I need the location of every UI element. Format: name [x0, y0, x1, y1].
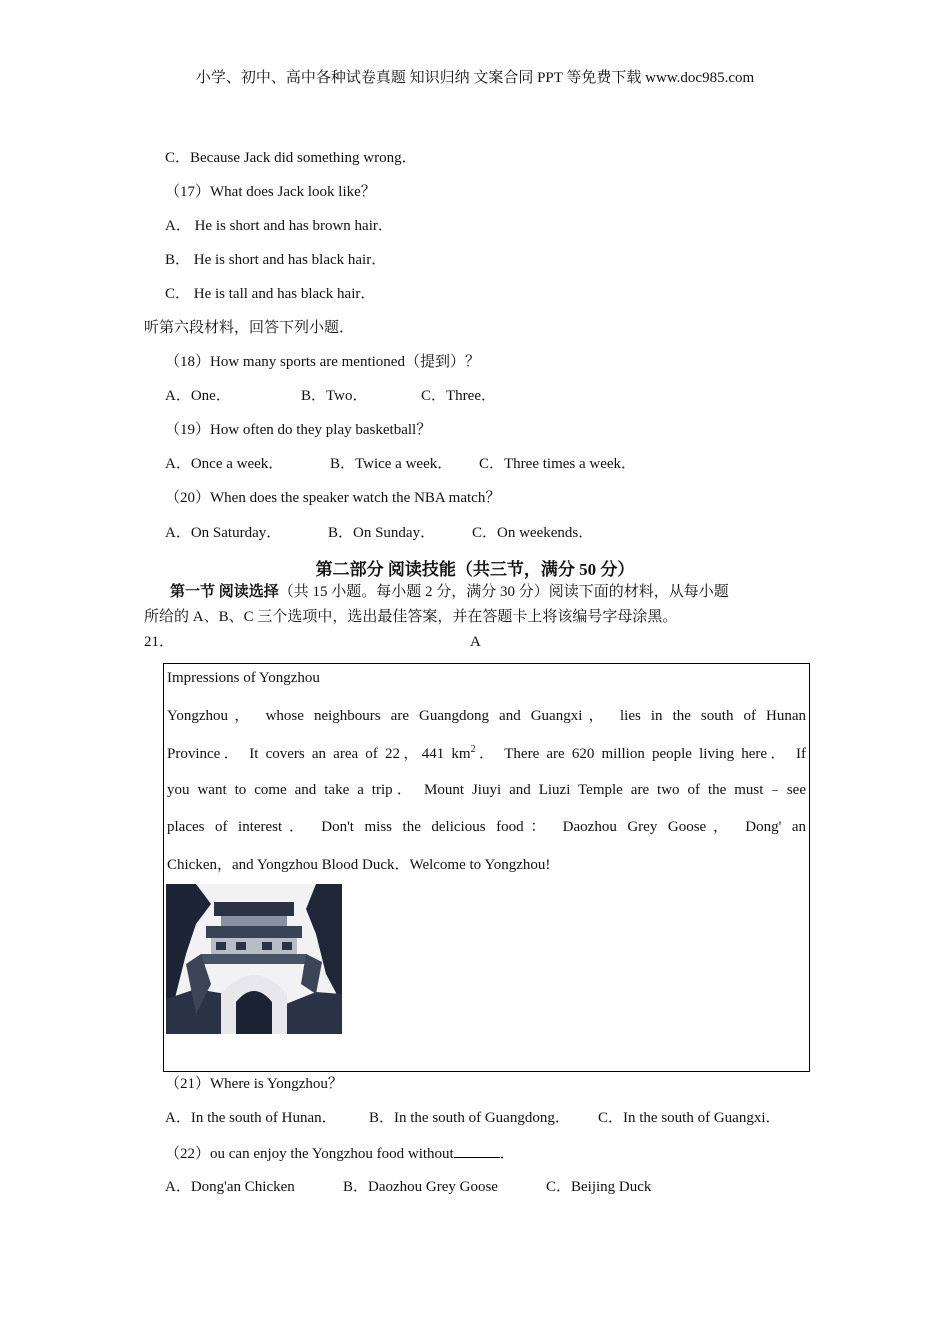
- q19-option-a: A．Once a week．: [165, 456, 284, 472]
- q20-option-c: C．On weekends．: [472, 525, 594, 541]
- q17-option-b: B． He is short and has black hair．: [165, 252, 387, 268]
- q16-option-c: C．Because Jack did something wrong．: [165, 150, 417, 166]
- passage-line-3: you want to come and take a trip． Mount Jiuyi and Liuzi Temple are two of the must﹣see: [167, 782, 806, 798]
- q18-option-a: A．One．: [165, 388, 231, 404]
- passage-line-1: Yongzhou， whose neighbours are Guangdong and Guangxi， lies in the south of Hunan: [167, 708, 806, 724]
- q18-option-c: C．Three．: [421, 388, 496, 404]
- answer-blank: [454, 1143, 500, 1158]
- passage-line-5: Chicken，and Yongzhou Blood Duck．Welcome to Yongzhou!: [167, 857, 551, 873]
- q20-option-a: A．On Saturday．: [165, 525, 282, 541]
- section-1-label: 第一节 阅读选择: [170, 584, 279, 600]
- page-header: 小学、初中、高中各种试卷真题 知识归纳 文案合同 PPT 等免费下载 www.doc985.com: [195, 70, 755, 86]
- section-1-text-1: （共 15 小题。每小题 2 分，满分 30 分）阅读下面的材料，从每小题: [278, 584, 729, 600]
- q22-stem: [165, 1143, 515, 1164]
- q17-stem: （17）What does Jack look like？: [165, 184, 376, 200]
- passage-line-4: places of interest． Don't miss the delicious food： Daozhou Grey Goose， Dong' an: [167, 819, 806, 835]
- passage-line-2: [167, 742, 806, 763]
- passage-line-2-b: ． There are 620 million people living here． If: [475, 746, 807, 762]
- q19-option-c: C．Three times a week．: [479, 456, 637, 472]
- q20-option-b: B．On Sunday．: [328, 525, 436, 541]
- q21-option-a: A．In the south of Hunan．: [165, 1110, 337, 1126]
- q21-number: 21．: [144, 634, 175, 650]
- q22-option-b: B．Daozhou Grey Goose: [343, 1179, 498, 1195]
- q20-stem: （20）When does the speaker watch the NBA match？: [165, 490, 501, 506]
- part-2-title: 第二部分 阅读技能（共三节，满分 50 分）: [315, 560, 635, 579]
- superscript-2: 2: [470, 744, 476, 755]
- yongzhou-gate-photo: [166, 884, 342, 1034]
- q21-option-b: B．In the south of Guangdong．: [369, 1110, 570, 1126]
- q18-stem: （18）How many sports are mentioned（提到）？: [165, 354, 480, 370]
- passage-label: A: [470, 634, 481, 650]
- q22-option-c: C．Beijing Duck: [546, 1179, 652, 1195]
- material-6-instruction: 听第六段材料，回答下列小题．: [144, 320, 355, 336]
- q22-stem-text: （22）ou can enjoy the Yongzhou food without: [165, 1146, 454, 1162]
- q17-option-c: C． He is tall and has black hair．: [165, 286, 376, 302]
- q22-stem-end: ．: [499, 1146, 515, 1162]
- passage-line-2-a: Province． It covers an area of 22，441 km: [167, 746, 471, 762]
- q19-option-b: B．Twice a week．: [330, 456, 453, 472]
- q21-option-c: C．In the south of Guangxi．: [598, 1110, 781, 1126]
- q17-option-a: A． He is short and has brown hair．: [165, 218, 393, 234]
- section-1-text-2: 所给的 A、B、C 三个选项中，选出最佳答案，并在答题卡上将该编号字母涂黑。: [144, 609, 678, 625]
- section-1-instruction: [170, 582, 729, 602]
- passage-title: Impressions of Yongzhou: [167, 670, 320, 686]
- passage-box: [163, 663, 810, 1072]
- q21-stem: （21）Where is Yongzhou？: [165, 1076, 343, 1092]
- q19-stem: （19）How often do they play basketball？: [165, 422, 432, 438]
- q18-option-b: B．Two．: [301, 388, 368, 404]
- q22-option-a: A．Dong'an Chicken: [165, 1179, 295, 1195]
